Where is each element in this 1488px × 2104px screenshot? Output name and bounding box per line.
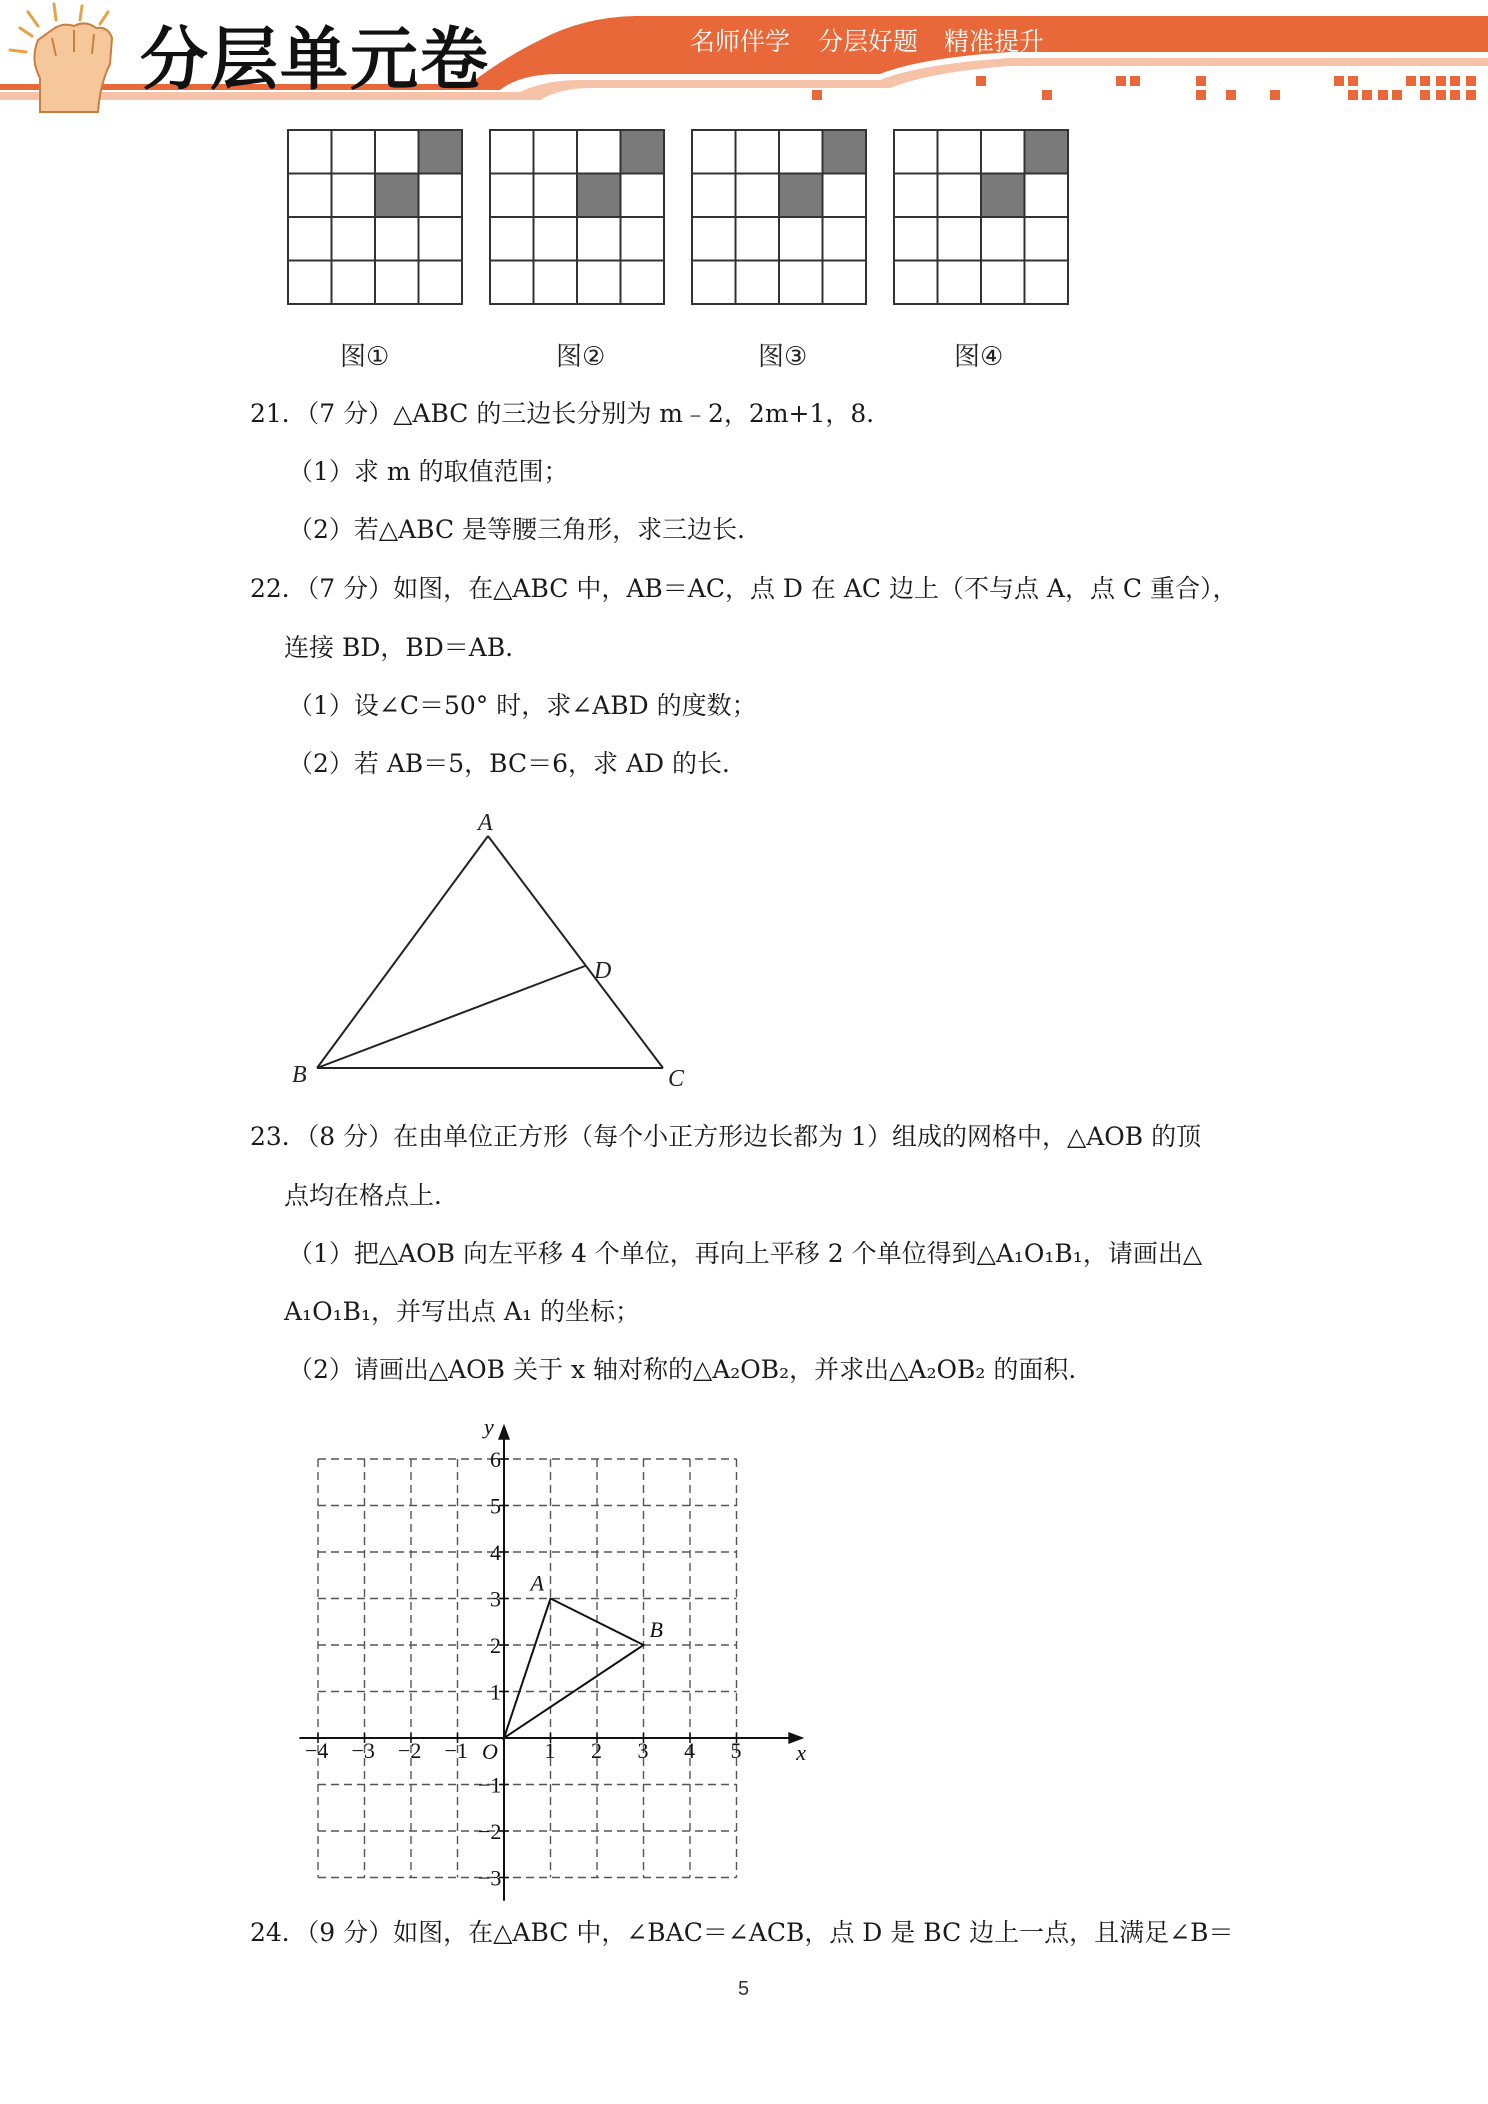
question-23-part-1-line-1: （1）把△AOB 向左平移 4 个单位，再向上平移 2 个单位得到△A₁O₁B₁，请画出△ — [288, 1239, 1203, 1268]
grid-cell — [490, 130, 534, 174]
question-21-part-1: （1）求 m 的取值范围； — [288, 457, 569, 486]
question-22-stem-line-1: 22．（7 分）如图，在△ABC 中，AB＝AC，点 D 在 AC 边上（不与点 A，点 C 重合）， — [250, 574, 1238, 603]
grid-figures — [280, 124, 1080, 314]
grid-figure-4 — [894, 130, 1068, 304]
shaded-cell — [577, 174, 621, 218]
grid-cell — [894, 217, 938, 261]
y-tick-label: 3 — [490, 1586, 501, 1612]
grid-cell — [823, 261, 867, 305]
grid-cell — [938, 130, 982, 174]
x-tick-label: 2 — [591, 1738, 602, 1763]
figure-caption-4: 图④ — [954, 342, 1004, 372]
question-21-stem: 21．（7 分）△ABC 的三边长分别为 m﹣2，2m+1，8． — [250, 399, 892, 428]
grid-cell — [288, 174, 332, 218]
grid-cell — [692, 130, 736, 174]
x-tick-label: 5 — [730, 1738, 742, 1763]
grid-cell — [332, 130, 376, 174]
vertex-label-a: A — [478, 810, 493, 836]
grid-figure-3 — [692, 130, 866, 304]
grid-cell — [736, 261, 780, 305]
x-axis-label: x — [796, 1740, 807, 1765]
grid-cell — [419, 217, 463, 261]
coordinate-plot — [280, 1400, 820, 1910]
grid-cell — [894, 261, 938, 305]
shaded-cell — [823, 130, 867, 174]
grid-cell — [419, 261, 463, 305]
shaded-cell — [1025, 130, 1069, 174]
x-tick-label: −4 — [305, 1738, 329, 1763]
grid-cell — [779, 217, 823, 261]
question-23-part-1-line-2: A₁O₁B₁，并写出点 A₁ 的坐标； — [284, 1297, 640, 1326]
grid-cell — [779, 130, 823, 174]
point-label-b: B — [649, 1617, 663, 1642]
slogan-3: 精准提升 — [944, 27, 1045, 56]
grid-cell — [332, 217, 376, 261]
y-axis-arrow-icon — [498, 1424, 510, 1440]
grid-figure-1 — [288, 130, 462, 304]
grid-cell — [779, 261, 823, 305]
segment-bd — [317, 966, 585, 1068]
y-tick-label: 4 — [490, 1540, 501, 1565]
grid-cell — [332, 174, 376, 218]
vertex-label-b: B — [292, 1062, 307, 1088]
grid-cell — [981, 130, 1025, 174]
grid-cell — [577, 217, 621, 261]
origin-label: O — [482, 1739, 498, 1764]
question-23-stem-line-2: 点均在格点上． — [284, 1181, 460, 1210]
question-21-part-2: （2）若△ABC 是等腰三角形，求三边长． — [288, 515, 763, 544]
segment-ab — [317, 836, 488, 1068]
y-tick-label: 1 — [490, 1679, 501, 1705]
triangle-aob — [504, 1599, 644, 1739]
grid-figure-2 — [490, 130, 664, 304]
grid-cell — [692, 174, 736, 218]
grid-cell — [823, 174, 867, 218]
grid-cell — [288, 130, 332, 174]
grid-cell — [692, 217, 736, 261]
grid-cell — [894, 130, 938, 174]
grid-cell — [577, 261, 621, 305]
grid-cell — [534, 261, 578, 305]
shaded-cell — [419, 130, 463, 174]
shaded-cell — [981, 174, 1025, 218]
grid-cell — [981, 261, 1025, 305]
x-tick-label: −1 — [444, 1738, 468, 1763]
x-tick-label: 4 — [684, 1738, 695, 1763]
grid-cell — [938, 174, 982, 218]
segment-ac — [488, 836, 663, 1068]
question-22-part-2: （2）若 AB＝5，BC＝6，求 AD 的长． — [288, 749, 748, 778]
question-22-stem-line-2: 连接 BD，BD＝AB． — [284, 633, 531, 662]
grid-cell — [621, 217, 665, 261]
shaded-cell — [621, 130, 665, 174]
x-tick-label: −2 — [398, 1738, 422, 1763]
grid-cell — [534, 217, 578, 261]
y-tick-label: −2 — [478, 1819, 502, 1844]
triangle-figure — [280, 806, 720, 1096]
figure-caption-3: 图③ — [758, 342, 808, 372]
grid-cell — [938, 261, 982, 305]
x-tick-label: 3 — [637, 1738, 649, 1763]
grid-cell — [375, 261, 419, 305]
grid-cell — [823, 217, 867, 261]
page-header — [0, 0, 1488, 120]
vertex-label-c: C — [668, 1066, 685, 1092]
grid-cell — [692, 261, 736, 305]
grid-cell — [736, 217, 780, 261]
y-axis-label: y — [484, 1413, 494, 1439]
figure-caption-2: 图② — [556, 342, 606, 372]
grid-cell — [621, 174, 665, 218]
grid-cell — [1025, 261, 1069, 305]
question-23-part-2: （2）请画出△AOB 关于 x 轴对称的△A₂OB₂，并求出△A₂OB₂ 的面积． — [288, 1355, 1094, 1384]
grid-cell — [938, 217, 982, 261]
x-tick-label: −3 — [351, 1738, 375, 1763]
grid-cell — [419, 174, 463, 218]
grid-cell — [894, 174, 938, 218]
y-tick-label: 2 — [490, 1633, 501, 1658]
grid-cell — [534, 174, 578, 218]
grid-cell — [621, 261, 665, 305]
grid-cell — [1025, 217, 1069, 261]
grid-cell — [1025, 174, 1069, 218]
figure-caption-1: 图① — [340, 342, 390, 372]
grid-cell — [534, 130, 578, 174]
question-22-part-1: （1）设∠C＝50° 时，求∠ABD 的度数； — [288, 691, 757, 720]
shaded-cell — [779, 174, 823, 218]
shaded-cell — [375, 174, 419, 218]
point-label-a: A — [530, 1570, 544, 1596]
grid-cell — [375, 217, 419, 261]
grid-cell — [577, 130, 621, 174]
grid-cell — [375, 130, 419, 174]
grid-cell — [288, 217, 332, 261]
y-tick-label: 5 — [490, 1493, 501, 1519]
y-tick-label: −3 — [478, 1865, 502, 1891]
grid-cell — [981, 217, 1025, 261]
header-title: 分层单元卷 — [140, 21, 491, 100]
slogan-2: 分层好题 — [818, 27, 919, 56]
question-23-stem-line-1: 23．（8 分）在由单位正方形（每个小正方形边长都为 1）组成的网格中，△AOB 的顶 — [250, 1122, 1202, 1151]
grid-cell — [736, 130, 780, 174]
page-number: 5 — [738, 1978, 750, 2000]
slogan-1: 名师伴学 — [690, 27, 791, 56]
grid-cell — [490, 217, 534, 261]
vertex-label-d: D — [594, 958, 612, 984]
y-tick-label: −1 — [478, 1772, 502, 1798]
grid-cell — [288, 261, 332, 305]
grid-cell — [332, 261, 376, 305]
grid-cell — [736, 174, 780, 218]
grid-cell — [490, 174, 534, 218]
y-tick-label: 6 — [490, 1447, 501, 1472]
grid-cell — [490, 261, 534, 305]
x-tick-label: 1 — [544, 1738, 556, 1763]
question-24-stem: 24．（9 分）如图，在△ABC 中，∠BAC＝∠ACB，点 D 是 BC 边上一点，且满足∠B＝ — [250, 1918, 1234, 1947]
